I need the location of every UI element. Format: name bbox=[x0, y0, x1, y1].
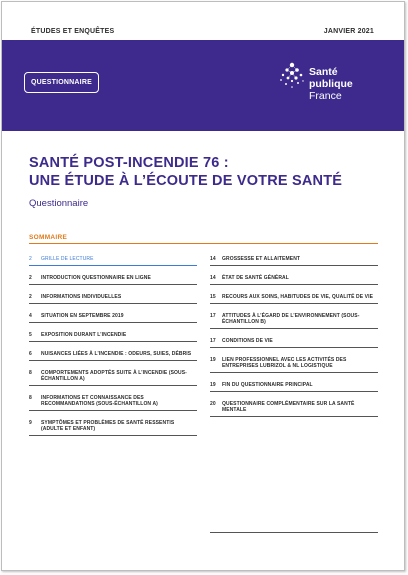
toc-item[interactable] bbox=[29, 347, 197, 361]
toc-item[interactable] bbox=[29, 328, 197, 342]
toc-item[interactable] bbox=[210, 397, 378, 417]
toc-page-number: 5 bbox=[29, 332, 32, 338]
toc-item[interactable] bbox=[29, 271, 197, 285]
toc-label: FIN DU QUESTIONNAIRE PRINCIPAL bbox=[222, 382, 313, 388]
toc-label: GROSSESSE ET ALLAITEMENT bbox=[222, 256, 301, 262]
logo-line-3: France bbox=[309, 90, 342, 102]
toc-label: INFORMATIONS ET CONNAISSANCE DES RECOMMANDATIONS (SOUS-ÉCHANTILLON A) bbox=[41, 395, 158, 407]
toc-label: EXPOSITION DURANT L’INCENDIE bbox=[41, 332, 127, 338]
sommaire-heading: SOMMAIRE bbox=[29, 234, 68, 241]
toc-page-number: 2 bbox=[29, 275, 32, 281]
toc-label: SITUATION EN SEPTEMBRE 2019 bbox=[41, 313, 124, 319]
toc-page-number: 4 bbox=[29, 313, 32, 319]
logo-dots-icon bbox=[278, 62, 306, 92]
toc-item[interactable] bbox=[210, 290, 378, 304]
toc-item[interactable] bbox=[29, 416, 197, 436]
toc-left-column bbox=[29, 252, 197, 441]
toc-label: INTRODUCTION QUESTIONNAIRE EN LIGNE bbox=[41, 275, 151, 281]
toc-item[interactable] bbox=[29, 366, 197, 386]
category-label: ÉTUDES ET ENQUÊTES bbox=[31, 28, 115, 35]
document-subtitle: Questionnaire bbox=[29, 198, 89, 209]
toc-item[interactable] bbox=[210, 309, 378, 329]
toc-label: ÉTAT DE SANTÉ GÉNÉRAL bbox=[222, 275, 289, 281]
date-label: JANVIER 2021 bbox=[323, 28, 374, 35]
toc-page-number: 2 bbox=[29, 294, 32, 300]
header-strip bbox=[31, 28, 374, 35]
logo-line-1: Santé bbox=[309, 66, 338, 78]
toc-item[interactable] bbox=[29, 309, 197, 323]
sante-publique-france-logo bbox=[278, 60, 378, 110]
header-banner bbox=[2, 40, 404, 131]
toc-item[interactable] bbox=[210, 252, 378, 266]
title-line-2: UNE ÉTUDE À L’ÉCOUTE DE VOTRE SANTÉ bbox=[29, 173, 343, 189]
toc-page-number: 2 bbox=[29, 256, 32, 262]
sommaire-divider bbox=[29, 243, 378, 244]
questionnaire-badge: QUESTIONNAIRE bbox=[24, 72, 99, 93]
toc-label: ATTITUDES À L’ÉGARD DE L’ENVIRONNEMENT (SOUS-ÉCHANTILLON B) bbox=[222, 313, 360, 325]
toc-page-number: 20 bbox=[210, 401, 216, 407]
document-title bbox=[29, 154, 349, 190]
toc-label: QUESTIONNAIRE COMPLÉMENTAIRE SUR LA SANTÉ MENTALE bbox=[222, 401, 355, 413]
toc-page-number: 19 bbox=[210, 357, 216, 363]
toc-label: LIEN PROFESSIONNEL AVEC LES ACTIVITÉS DES ENTREPRISES LUBRIZOL & NL LOGISTIQUE bbox=[222, 357, 347, 369]
document-page bbox=[1, 1, 405, 571]
toc-right-column bbox=[210, 252, 378, 422]
toc-page-number: 8 bbox=[29, 395, 32, 401]
bottom-divider bbox=[210, 532, 378, 533]
toc-item[interactable] bbox=[29, 391, 197, 411]
toc-page-number: 9 bbox=[29, 420, 32, 426]
toc-item[interactable] bbox=[29, 252, 197, 266]
toc-page-number: 6 bbox=[29, 351, 32, 357]
toc-page-number: 15 bbox=[210, 294, 216, 300]
toc-item[interactable] bbox=[29, 290, 197, 304]
toc-page-number: 19 bbox=[210, 382, 216, 388]
toc-page-number: 8 bbox=[29, 370, 32, 376]
toc-label: COMPORTEMENTS ADOPTÉS SUITE À L’INCENDIE (SOUS-ÉCHANTILLON A) bbox=[41, 370, 187, 382]
toc-label: GRILLE DE LECTURE bbox=[41, 256, 94, 262]
toc-label: SYMPTÔMES ET PROBLÈMES DE SANTÉ RESSENTIS (ADULTE ET ENFANT) bbox=[41, 420, 175, 432]
toc-label: CONDITIONS DE VIE bbox=[222, 338, 273, 344]
toc-item[interactable] bbox=[210, 378, 378, 392]
toc-item[interactable] bbox=[210, 334, 378, 348]
title-line-1: SANTÉ POST-INCENDIE 76 : bbox=[29, 155, 229, 171]
toc-label: RECOURS AUX SOINS, HABITUDES DE VIE, QUALITÉ DE VIE bbox=[222, 294, 374, 300]
toc-label: INFORMATIONS INDIVIDUELLES bbox=[41, 294, 122, 300]
toc-page-number: 17 bbox=[210, 338, 216, 344]
toc-label: NUISANCES LIÉES À L’INCENDIE : ODEURS, SUIES, DÉBRIS bbox=[41, 351, 192, 357]
logo-line-2: publique bbox=[309, 78, 353, 90]
toc-page-number: 14 bbox=[210, 275, 216, 281]
toc-item[interactable] bbox=[210, 271, 378, 285]
toc-page-number: 14 bbox=[210, 256, 216, 262]
toc-page-number: 17 bbox=[210, 313, 216, 319]
toc-item[interactable] bbox=[210, 353, 378, 373]
logo-wordmark bbox=[309, 66, 353, 102]
